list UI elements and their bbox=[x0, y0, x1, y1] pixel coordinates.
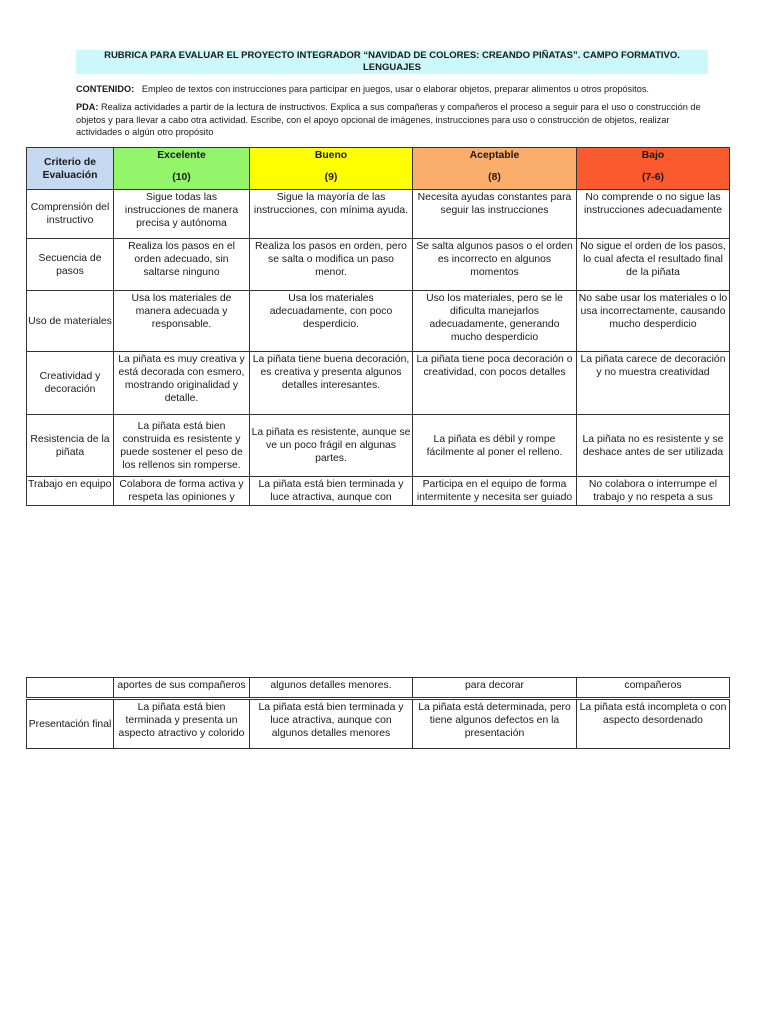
rubric-cell: No sabe usar los materiales o lo usa incorrectamente, causando mucho desperdicio bbox=[577, 291, 730, 352]
rubric-cell: Participa en el equipo de forma intermitente y necesita ser guiado bbox=[413, 477, 577, 506]
rubric-cell: Colabora de forma activa y respeta las opiniones y bbox=[114, 477, 250, 506]
rubric-cell: Realiza los pasos en el orden adecuado, sin saltarse ninguno bbox=[114, 239, 250, 291]
criterion-cell: Resistencia de la piñata bbox=[27, 415, 114, 477]
rubric-cell: Sigue la mayoría de las instrucciones, con mínima ayuda. bbox=[250, 190, 413, 239]
rubric-cell: La piñata no es resistente y se deshace antes de ser utilizada bbox=[577, 415, 730, 477]
table-row bbox=[27, 415, 730, 477]
rubric-cell: La piñata carece de decoración y no muestra creatividad bbox=[577, 352, 730, 415]
rubric-cell: No comprende o no sigue las instrucciones adecuadamente bbox=[577, 190, 730, 239]
header-bueno bbox=[250, 148, 413, 190]
rubric-cell: algunos detalles menores. bbox=[250, 678, 413, 698]
header-excelente bbox=[114, 148, 250, 190]
criterion-cell: Creatividad y decoración bbox=[27, 352, 114, 415]
header-row bbox=[27, 148, 730, 190]
table-row bbox=[27, 190, 730, 239]
table-row bbox=[27, 477, 730, 506]
header-score: (8) bbox=[488, 172, 501, 183]
pda-paragraph bbox=[76, 101, 716, 139]
criterion-cell bbox=[27, 678, 114, 698]
header-label: Bueno bbox=[314, 150, 348, 161]
rubric-cell: La piñata es resistente, aunque se ve un poco frágil en algunas partes. bbox=[250, 415, 413, 477]
rubric-cell: Usa los materiales de manera adecuada y responsable. bbox=[114, 291, 250, 352]
rubric-cell: La piñata es muy creativa y está decorada con esmero, mostrando originalidad y detalle. bbox=[114, 352, 250, 415]
criterion-cell: Trabajo en equipo bbox=[27, 477, 114, 506]
header-score: (10) bbox=[172, 172, 191, 183]
rubric-cell: La piñata está incompleta o con aspecto desordenado bbox=[577, 700, 730, 749]
rubric-table-continued bbox=[26, 677, 730, 698]
rubric-cell: La piñata está bien construida es resistente y puede sostener el peso de los rellenos sin romperse. bbox=[114, 415, 250, 477]
rubric-cell: compañeros bbox=[577, 678, 730, 698]
rubric-cell: La piñata está bien terminada y presenta un aspecto atractivo y colorido bbox=[114, 700, 250, 749]
rubric-cell: Se salta algunos pasos o el orden es incorrecto en algunos momentos bbox=[413, 239, 577, 291]
contenido-text: Empleo de textos con instrucciones para participar en juegos, usar o elaborar objetos, preparar alimentos u otros propósitos. bbox=[141, 84, 649, 94]
header-aceptable bbox=[413, 148, 577, 190]
pda-text: Realiza actividades a partir de la lectura de instructivos. Explica a sus compañeras y compañeros el proceso a seguir para el uso o construcción de objetos y para llevar a cabo otra actividad. Escribe, con el apoyo opcional de imágenes, instrucciones para uso o construcción de objetos, realizar actividades o algún otro propósito bbox=[76, 102, 701, 137]
rubric-cell: Sigue todas las instrucciones de manera precisa y autónoma bbox=[114, 190, 250, 239]
rubric-table-final bbox=[26, 699, 730, 749]
rubric-cell: La piñata es débil y rompe fácilmente al poner el relleno. bbox=[413, 415, 577, 477]
rubric-cell: Usa los materiales adecuadamente, con poco desperdicio. bbox=[250, 291, 413, 352]
rubric-cell: Uso los materiales, pero se le dificulta manejarlos adecuadamente, generando mucho desperdicio bbox=[413, 291, 577, 352]
criterion-cell: Presentación final bbox=[27, 700, 114, 749]
rubric-cell: No colabora o interrumpe el trabajo y no respeta a sus bbox=[577, 477, 730, 506]
rubric-cell: aportes de sus compañeros bbox=[114, 678, 250, 698]
header-criterio bbox=[27, 148, 114, 190]
header-label: Aceptable bbox=[469, 150, 520, 161]
title-text: RUBRICA PARA EVALUAR EL PROYECTO INTEGRADOR “NAVIDAD DE COLORES: CREANDO PIÑATAS”. CAMPO FORMATIVO. LENGUAJES bbox=[104, 50, 680, 73]
table-row bbox=[27, 678, 730, 698]
header-label: Bajo bbox=[641, 150, 665, 161]
criterion-cell: Uso de materiales bbox=[27, 291, 114, 352]
rubric-table bbox=[26, 147, 730, 506]
rubric-cell: La piñata está determinada, pero tiene algunos defectos en la presentación bbox=[413, 700, 577, 749]
header-bajo bbox=[577, 148, 730, 190]
header-score: (9) bbox=[324, 172, 338, 183]
rubric-cell: La piñata está bien terminada y luce atractiva, aunque con algunos detalles menores bbox=[250, 700, 413, 749]
contenido-label: CONTENIDO: bbox=[76, 84, 135, 94]
rubric-cell: La piñata tiene poca decoración o creatividad, con pocos detalles bbox=[413, 352, 577, 415]
rubric-cell: La piñata está bien terminada y luce atractiva, aunque con bbox=[250, 477, 413, 506]
header-label: Excelente bbox=[157, 150, 206, 161]
pda-label: PDA: bbox=[76, 102, 99, 112]
contenido-paragraph bbox=[76, 83, 716, 96]
table-row bbox=[27, 700, 730, 749]
rubric-cell: Realiza los pasos en orden, pero se salta o modifica un paso menor. bbox=[250, 239, 413, 291]
rubric-cell: No sigue el orden de los pasos, lo cual afecta el resultado final de la piñata bbox=[577, 239, 730, 291]
document-title bbox=[76, 50, 708, 74]
table-row bbox=[27, 239, 730, 291]
criterion-cell: Secuencia de pasos bbox=[27, 239, 114, 291]
table-row bbox=[27, 352, 730, 415]
criterion-cell: Comprensión del instructivo bbox=[27, 190, 114, 239]
rubric-cell: para decorar bbox=[413, 678, 577, 698]
rubric-cell: La piñata tiene buena decoración, es creativa y presenta algunos detalles interesantes. bbox=[250, 352, 413, 415]
rubric-cell: Necesita ayudas constantes para seguir las instrucciones bbox=[413, 190, 577, 239]
header-label: Criterio de Evaluación bbox=[42, 156, 98, 181]
header-score: (7-6) bbox=[642, 172, 664, 183]
table-row bbox=[27, 291, 730, 352]
